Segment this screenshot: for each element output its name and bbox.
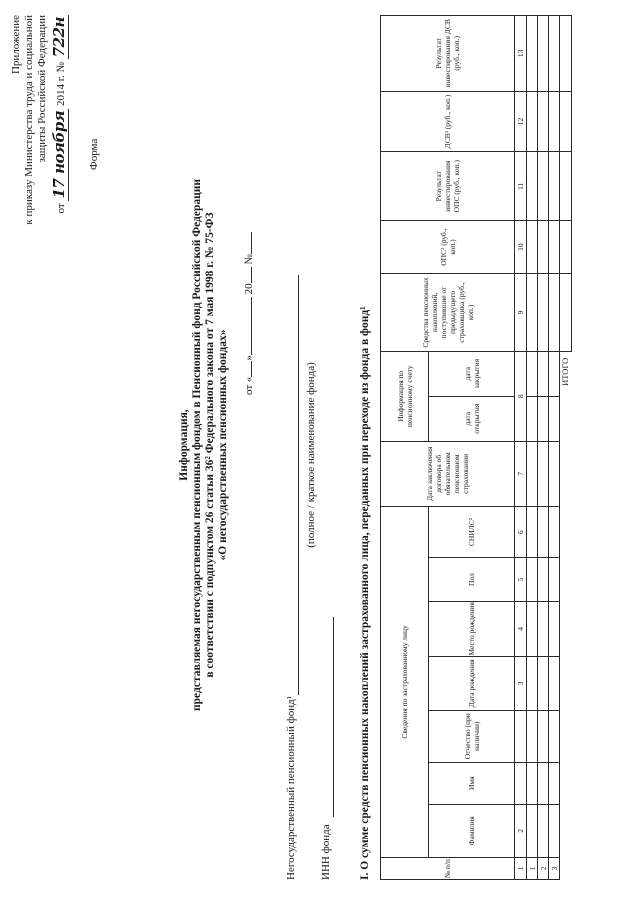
header-transferred: Средства пенсионных накоплений, поступившие от предыдущего страховщика (руб., коп.): [381, 274, 515, 352]
header-sex: Пол: [429, 558, 515, 601]
header-num: № п/п: [381, 858, 515, 880]
inn-line: [333, 617, 334, 817]
document-title: [178, 135, 230, 755]
colnum-7: 7: [515, 441, 527, 506]
appendix-line-1: Приложение: [10, 15, 22, 75]
title-line-2: представляемая негосударственным пенсионным фондом в Пенсионный фонд Российской Федерации: [191, 179, 203, 711]
header-surname: Фамилия: [429, 804, 515, 857]
colnum-10: 10: [515, 220, 527, 273]
fund-name-caption: (полное / краткое наименование фонда): [305, 362, 317, 548]
header-birth-date: Дата рождения: [429, 657, 515, 711]
appendix-line-3: защиты Российской Федерации: [36, 15, 48, 163]
header-insured-group: Сведения по застрахованному лицу: [381, 506, 429, 857]
header-dsv-result: Результат инвестирования ДСВ (руб., коп.): [381, 16, 515, 92]
header-patronymic: Отчество (при наличии): [429, 710, 515, 762]
header-snils: СНИЛС²: [429, 506, 515, 558]
header-birth-place: Место рождения: [429, 601, 515, 656]
total-label: ИТОГО: [560, 357, 571, 386]
header-name: Имя: [429, 762, 515, 804]
colnum-4: 4: [515, 601, 527, 656]
colnum-9: 9: [515, 274, 527, 352]
header-account-group: Информация по пенсионному счету: [381, 351, 429, 441]
colnum-1: 1: [515, 858, 527, 880]
colnum-8: 8: [515, 351, 527, 441]
table-row: 2: [538, 16, 549, 880]
order-date-line: от 17 ноября 2014 г. № 722н: [50, 17, 68, 214]
inn-label: ИНН фонда: [320, 824, 332, 880]
pension-savings-table: [380, 15, 572, 880]
form-label: Форма: [88, 138, 100, 170]
colnum-12: 12: [515, 91, 527, 152]
fund-label: Негосударственный пенсионный фонд¹: [285, 696, 297, 880]
header-ops-result: Результат инвестирования ОПС (руб., коп.): [381, 152, 515, 220]
colnum-11: 11: [515, 152, 527, 220]
header-ops: ОПС³ (руб., коп.): [381, 220, 515, 273]
total-row: [560, 16, 572, 880]
table-row: 3: [549, 16, 560, 880]
title-line-3: в соответствии с подпунктом 26 статьи 36² Федерального закона от 7 мая 1998 г. № 75-ФЗ: [204, 212, 216, 678]
order-appendix-block: [10, 15, 68, 265]
title-line-4: «О негосударственных пенсионных фондах»: [217, 329, 229, 561]
colnum-3: 3: [515, 657, 527, 711]
title-line-1: Информация,: [178, 409, 190, 481]
section-title: I. О сумме средств пенсионных накоплений застрахованного лица, переданных при переходе из фонда в фонд¹: [359, 306, 371, 880]
report-date-line: от «» 20 №: [243, 155, 256, 395]
header-close-date: дата закрытия: [429, 351, 515, 396]
appendix-line-2: к приказу Министерства труда и социальной: [23, 15, 35, 225]
colnum-2: 2: [515, 804, 527, 857]
fund-name-line: [298, 275, 299, 695]
header-dsv: ДСВ³ (руб., коп.): [381, 91, 515, 152]
handwritten-number: 722н: [50, 17, 68, 58]
column-number-row: [515, 16, 527, 880]
table-row: 1: [527, 16, 538, 880]
colnum-6: 6: [515, 506, 527, 558]
handwritten-date: 17 ноября: [50, 110, 68, 199]
colnum-13: 13: [515, 16, 527, 92]
colnum-5: 5: [515, 558, 527, 601]
header-open-date: дата открытия: [429, 396, 515, 441]
header-contract-date: Дата заключения договора об обязательном пенсионном страховании: [381, 441, 515, 506]
